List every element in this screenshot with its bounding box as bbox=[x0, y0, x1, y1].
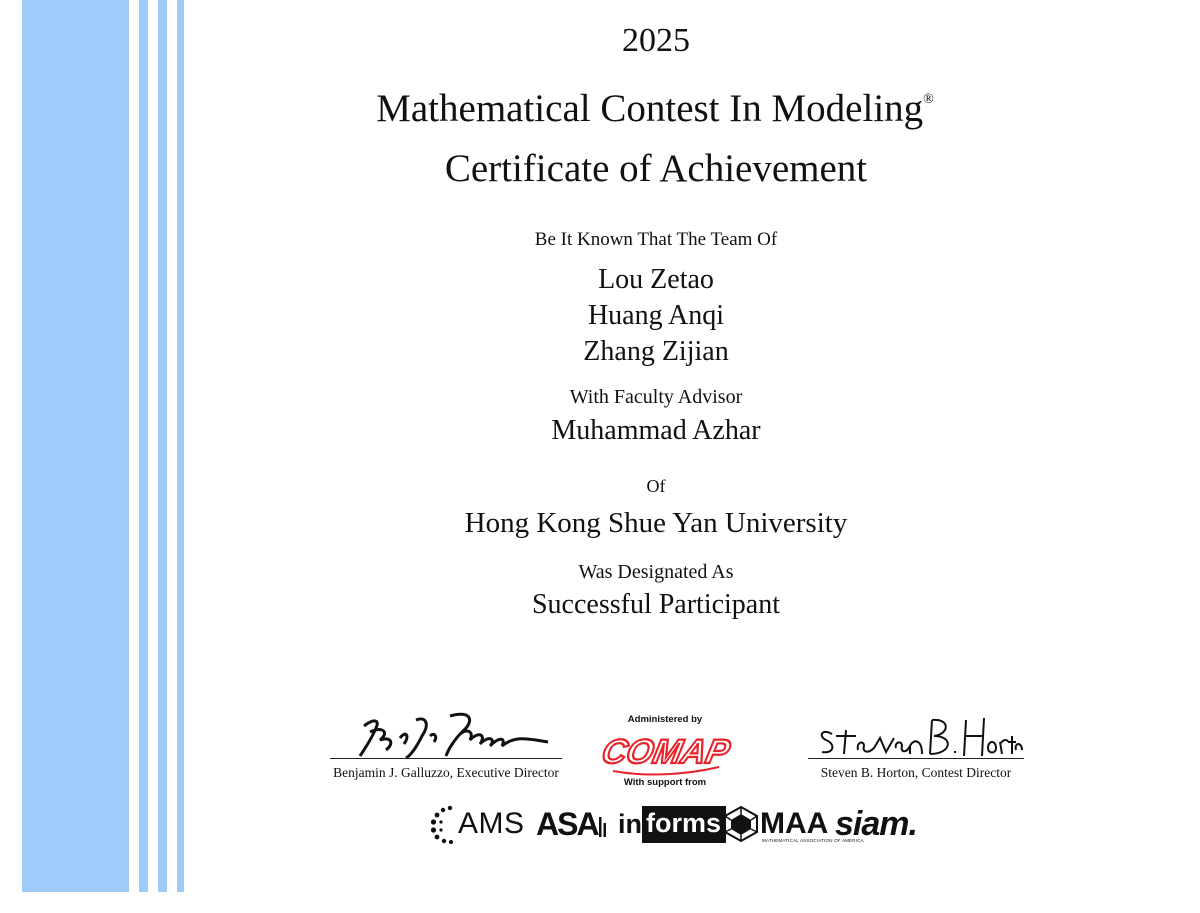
executive-director-signature-block bbox=[330, 706, 562, 781]
maa-logo bbox=[722, 800, 864, 848]
team-member: Lou Zetao bbox=[598, 264, 714, 295]
registered-mark: ® bbox=[923, 92, 934, 107]
signature-line bbox=[330, 758, 562, 759]
asa-logo bbox=[536, 800, 608, 848]
ams-logo bbox=[430, 800, 525, 848]
signature-caption: Benjamin J. Galluzzo, Executive Director bbox=[333, 765, 559, 780]
certificate-title: Certificate of Achievement bbox=[444, 147, 868, 190]
intro-line: Be It Known That The Team Of bbox=[534, 229, 778, 250]
siam-logo bbox=[835, 800, 917, 848]
signature-caption: Steven B. Horton, Contest Director bbox=[820, 765, 1012, 780]
decorative-stripe bbox=[139, 0, 148, 892]
ams-text: AMS bbox=[458, 807, 525, 840]
advisor-label: With Faculty Advisor bbox=[569, 386, 743, 408]
comap-administration bbox=[598, 714, 733, 788]
team-member: Huang Anqi bbox=[587, 300, 725, 331]
comap-logo bbox=[598, 727, 733, 777]
designated-label: Was Designated As bbox=[578, 561, 734, 583]
contest-director-signature-block bbox=[808, 706, 1024, 781]
decorative-stripe-wide bbox=[22, 0, 129, 892]
decorative-stripe bbox=[177, 0, 184, 892]
contest-name-text: Mathematical Contest In Modeling bbox=[376, 87, 924, 130]
asa-text: ASA bbox=[536, 805, 598, 842]
informs-text-in: in bbox=[618, 808, 642, 839]
institution-name: Hong Kong Shue Yan University bbox=[464, 507, 848, 539]
signature-image bbox=[808, 706, 1024, 760]
signature-image bbox=[330, 706, 562, 760]
contest-name bbox=[320, 86, 990, 131]
asa-bars-icon bbox=[598, 809, 608, 839]
informs-logo bbox=[618, 800, 726, 848]
decorative-stripe bbox=[158, 0, 167, 892]
maa-polyhedron-icon bbox=[722, 805, 760, 843]
comap-logo-text: COMAP bbox=[598, 733, 733, 771]
support-label: With support from bbox=[623, 777, 707, 788]
informs-text-forms: forms bbox=[642, 806, 726, 843]
siam-text: siam. bbox=[835, 804, 917, 843]
of-label: Of bbox=[646, 476, 666, 496]
team-member: Zhang Zijian bbox=[583, 336, 729, 367]
maa-subtitle: MATHEMATICAL ASSOCIATION OF AMERICA bbox=[762, 838, 864, 843]
certificate-year: 2025 bbox=[622, 22, 690, 59]
signature-line bbox=[808, 758, 1024, 759]
advisor-name: Muhammad Azhar bbox=[551, 415, 761, 446]
sponsor-logos bbox=[430, 800, 940, 848]
designation: Successful Participant bbox=[531, 589, 781, 620]
maa-text: MAA bbox=[760, 807, 829, 840]
administered-by-label: Administered by bbox=[627, 714, 703, 725]
ams-dots-icon bbox=[430, 804, 456, 844]
